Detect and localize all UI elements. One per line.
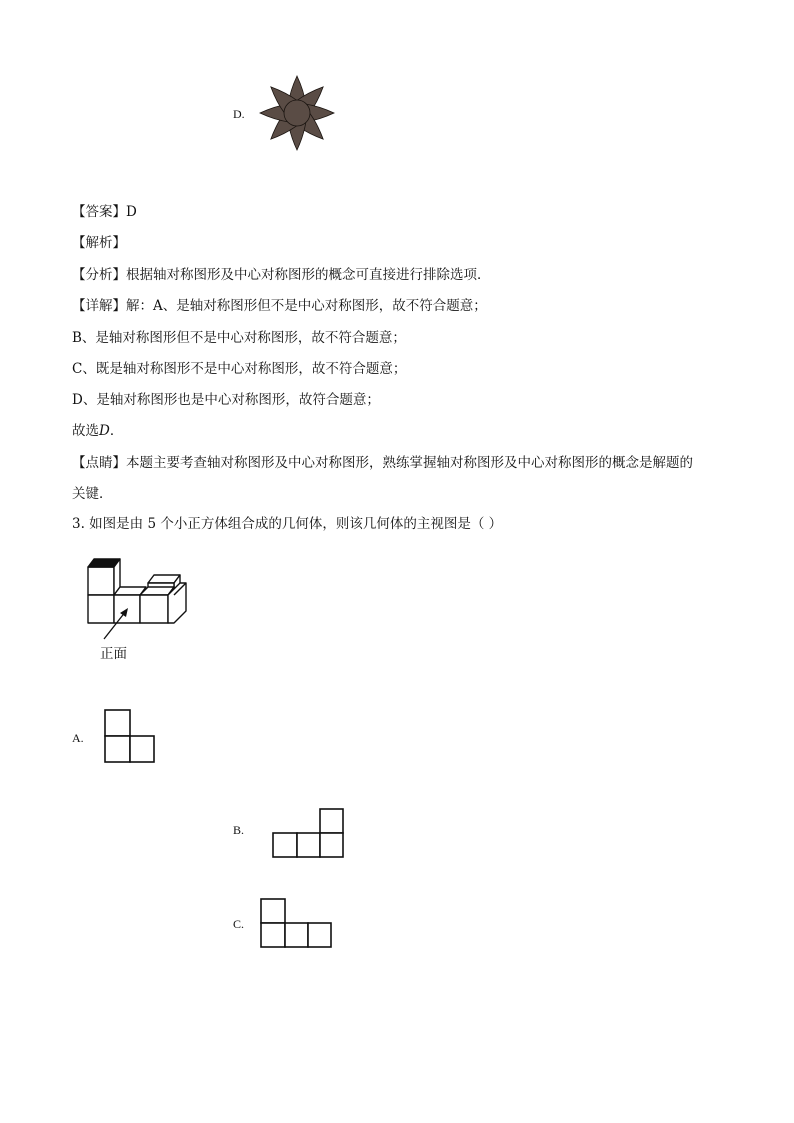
fenxi-tag: 【分析】 <box>72 267 126 283</box>
top-cube-front <box>88 567 114 595</box>
choose-letter: D <box>99 423 110 439</box>
cube-figure <box>82 555 194 665</box>
answer-value: D <box>126 204 137 220</box>
option-b-label[interactable]: B. <box>233 823 245 837</box>
dianjing-tag: 【点睛】 <box>72 455 126 471</box>
line-d: D、是轴对称图形也是中心对称图形，故符合题意； <box>72 392 380 408</box>
analysis-tag: 【解析】 <box>72 235 126 251</box>
fenxi-text: 根据轴对称图形及中心对称图形的概念可直接进行排除选项． <box>126 267 491 283</box>
bottom-cube-1 <box>88 595 114 623</box>
answer-line <box>72 203 137 221</box>
flower-figure <box>258 74 336 152</box>
option-d-label: D. <box>233 107 245 121</box>
analysis-heading <box>72 234 126 252</box>
dianjing-line <box>72 454 693 472</box>
dianjing-line-2: 关键． <box>72 486 113 502</box>
option-b-figure[interactable] <box>272 808 346 860</box>
fenxi-line <box>72 266 491 284</box>
choose-suffix: ． <box>109 423 124 439</box>
line-b: B、是轴对称图形但不是中心对称图形，故不符合题意； <box>72 330 406 346</box>
front-label: 正面 <box>100 646 127 662</box>
option-c-label[interactable]: C. <box>233 917 245 931</box>
xiangjie-text: 解：A、是轴对称图形但不是中心对称图形，故不符合题意； <box>126 298 487 314</box>
line-c: C、既是轴对称图形不是中心对称图形，故不符合题意； <box>72 361 407 377</box>
choose-line <box>72 422 123 440</box>
question-3-text: 3. 如图是由 5 个小正方体组合成的几何体，则该几何体的主视图是（ ） <box>72 516 503 532</box>
flower-center <box>284 100 310 126</box>
answer-tag: 【答案】 <box>72 204 126 220</box>
choose-prefix: 故选 <box>72 423 99 439</box>
option-a-figure[interactable] <box>104 709 156 765</box>
bottom-cube-3 <box>140 595 168 623</box>
option-a-label[interactable]: A. <box>72 731 84 745</box>
dianjing-text: 本题主要考查轴对称图形及中心对称图形，熟练掌握轴对称图形及中心对称图形的概念是解题的 <box>126 455 693 471</box>
xiangjie-line <box>72 297 487 315</box>
xiangjie-tag: 【详解】 <box>72 298 126 314</box>
option-c-figure[interactable] <box>260 898 334 950</box>
